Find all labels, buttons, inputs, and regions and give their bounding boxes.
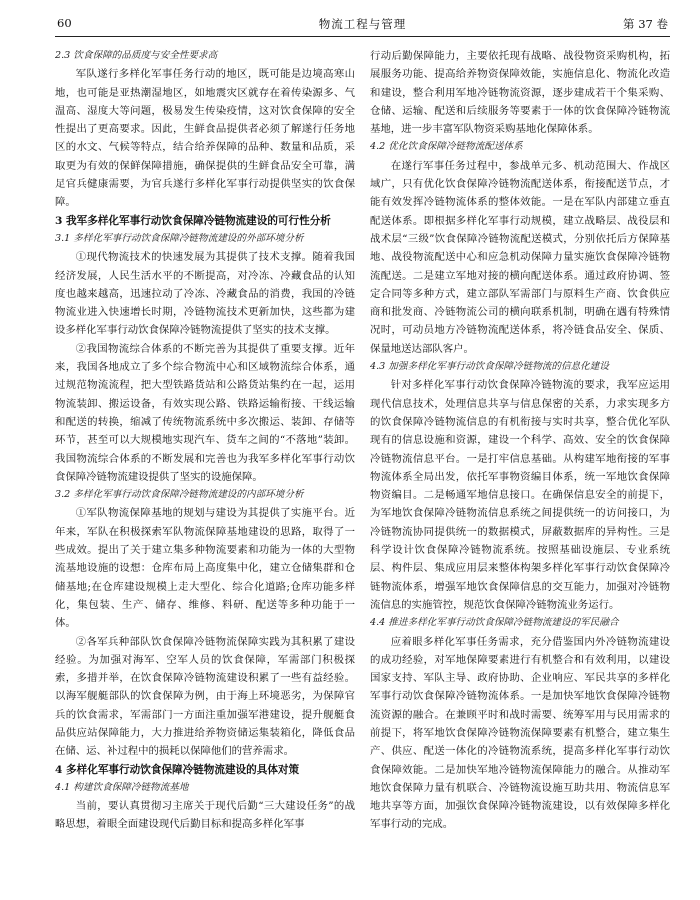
paragraph: ②各军兵种部队饮食保障冷链物流保障实践为其积累了建设经验。为加强对海军、空军人员的饮食保障，军需部门积极探索，多措并举，在饮食保障冷链物流建设积累了一些有益经验。以海军舰艇部队的饮食保障为例，由于海上环境恶劣，为保障官兵的饮食需求，军需部门一方面注重加强军港建设，提升舰艇食品供应站保障能力，大力推进给养物资储运集装箱化，降低食品在储、运、补过程中的损耗以保障他们的营养需求。 <box>55 635 355 758</box>
paragraph: 应着眼多样化军事任务需求，充分借鉴国内外冷链物流建设的成功经验，对军地保障要素进行有机整合和有效利用，以建设国家支持、军队主导、政府协助、企业响应、军民共享的多样化军事行动饮食保障冷链物流体系。一是加快军地饮食保障冷链物流资源的融合。在兼顾平时和战时需要、统筹军用与民用需求的前提下，将军地饮食保障冷链物流保障要素有机整合，建立集生产、供应、配送一体化的冷链物流系统，提高多样化军事行动饮食保障效能。二是加快军地冷链物流保障能力的融合。从推动军地饮食保障力量有机联合、冷链物流设施互助共用、物流信息军地共享等方面，加强饮食保障冷链物流建设，以有效保障多样化军事行动的完成。 <box>370 635 670 831</box>
paragraph: 针对多样化军事行动饮食保障冷链物流的要求，我军应运用现代信息技术，处理信息共享与信息保密的关系，力求实现多方的饮食保障冷链物流信息的有机衔接与实时共享，整合优化军队现有的信息设施和资源，建设一个科学、高效、安全的饮食保障冷链物流信息平台。一是打牢信息基础。从构建军地衔接的军事物流体系全局出发，依托军事物资编目体系，统一军地饮食保障物资编目。二是畅通军地信息接口。在确保信息安全的前提下，为军地饮食保障冷链物流信息系统之间提供统一的访问接口，为冷链物流协同提供统一的数据模式，屏蔽数据库的异构性。三是科学设计饮食保障冷链物流系统。按照基础设施层、专业系统层、构件层、集成应用层来整体构架多样化军事行动饮食保障冷链物流体系，增强军地饮食保障信息的交互能力，加强对冷链物流信息的实施管控，规范饮食保障冷链物流业务运行。 <box>370 379 670 611</box>
section-heading-4-1: 4.1 构建饮食保障冷链物流基地 <box>55 781 189 793</box>
paragraph: 军队遂行多样化军事任务行动的地区，既可能是边境高寒山地，也可能是亚热潮湿地区，如地震灾区就存在着传染源多、气温高、湿度大等问题，极易发生传染疫情，这对饮食保障的安全性提出了更高要求。因此，生鲜食品提供者必须了解遂行任务地区的水文、气候等特点，结合给养保障的品种、数量和品质，采取更为有效的保鲜保障措施，确保提供的生鲜食品安全可靠，满足官兵健康需要，为官兵遂行多样化军事行动提供坚实的饮食保障。 <box>55 68 355 209</box>
page-header <box>55 10 670 37</box>
section-heading-2-3: 2.3 饮食保障的品质度与安全性要求高 <box>55 50 218 61</box>
paragraph: ①军队物流保障基地的规划与建设为其提供了实施平台。近年来，军队在积极探索军队物流保障基地建设的思路，取得了一些成效。提出了关于建立集多种物流要素和功能为一体的大型物流基地设施的设想：仓库布局上高度集中化，建立仓储集群和仓储基地;在仓库建设规模上走大型化、综合化道路;仓库功能多样化，集包装、生产、储存、维修、料研、配送等多种功能于一体。 <box>55 507 355 630</box>
volume-label: 第 37 卷 <box>623 17 668 31</box>
section-heading-4-2: 4.2 优化饮食保障冷链物流配送体系 <box>370 141 523 153</box>
section-heading-3-2: 3.2 多样化军事行动饮食保障冷链物流建设的内部环境分析 <box>55 489 304 501</box>
section-heading-4-4: 4.4 推进多样化军事行动饮食保障冷链物流建设的军民融合 <box>370 617 619 629</box>
paragraph-continued: 行动后勤保障能力，主要依托现有战略、战役物资采购机构，拓展服务功能、提高给养物资保障效能，实施信息化、物流化改造和建设，整合利用军地冷链物流资源，逐步建成若干个集采购、仓储、运输、配送和后续服务等要素于一体的饮食保障冷链物流基地，进一步丰富军队物资采购基地化保障体系。 <box>370 50 670 136</box>
paragraph: ①现代物流技术的快速发展为其提供了技术支撑。随着我国经济发展，人民生活水平的不断提高，对冷冻、冷藏食品的认知度也越来越高，迅速拉动了冷冻、冷藏食品的消费，我国的冷链物流业进入快速增长时期，冷链物流技术更新加快，这些都为建设多样化军事行动饮食保障冷链物流提供了坚实的技术支撑。 <box>55 251 355 337</box>
section-heading-4: 4 多样化军事行动饮食保障冷链物流建设的具体对策 <box>55 763 300 776</box>
section-heading-3: 3 我军多样化军事行动饮食保障冷链物流建设的可行性分析 <box>55 214 331 227</box>
section-heading-4-3: 4.3 加强多样化军事行动饮食保障冷链物流的信息化建设 <box>370 361 609 373</box>
body-columns <box>55 47 670 834</box>
right-column <box>370 47 670 834</box>
paragraph: 当前，要认真贯彻习主席关于现代后勤“三大建设任务”的战略思想，着眼全面建设现代后勤目标和提高多样化军事 <box>55 800 355 831</box>
page-number: 60 <box>57 16 72 30</box>
paragraph: 在遂行军事任务过程中，参战单元多、机动范围大、作战区域广，只有优化饮食保障冷链物流配送体系，衔接配送节点，才能有效发挥冷链物流体系的整体效能。一是在军队内部建立垂直配送体系。即根据多样化军事行动规模，建立战略层、战役层和战术层“三级”饮食保障冷链物流配送模式，分别依托后方保障基地、战役物流配送中心和应急机动保障力量实施饮食保障冷链物流配送。二是建立军地对接的横向配送体系。通过政府协调、签定合同等多种方式，建立部队军需部门与原料生产商、饮食供应商和批发商、冷链物流公司的横向联系机制，明确在遇有特殊情况时，可动员地方冷链物流配送体系，将冷链食品安全、保质、保量地送达部队客户。 <box>370 159 670 355</box>
left-column <box>55 47 355 834</box>
section-heading-3-1: 3.1 多样化军事行动饮食保障冷链物流建设的外部环境分析 <box>55 232 304 244</box>
paragraph: ②我国物流综合体系的不断完善为其提供了重要支撑。近年来，我国各地成立了多个综合物流中心和区域物流综合体系，通过规范物流流程，把大型铁路货站和公路货站集约在一起，运用物流装卸、搬运设备，有效实现公路、铁路运输衔接、干线运输和配送的转换，缩减了传统物流系统中多次搬运、装卸、存储等环节，甚至可以大规模地实现汽车、货车之间的“不落地”装卸。我国物流综合体系的不断发展和完善也为我军多样化军事行动饮食保障冷链物流建设提供了坚实的设施保障。 <box>55 342 355 483</box>
journal-title: 物流工程与管理 <box>318 17 407 31</box>
